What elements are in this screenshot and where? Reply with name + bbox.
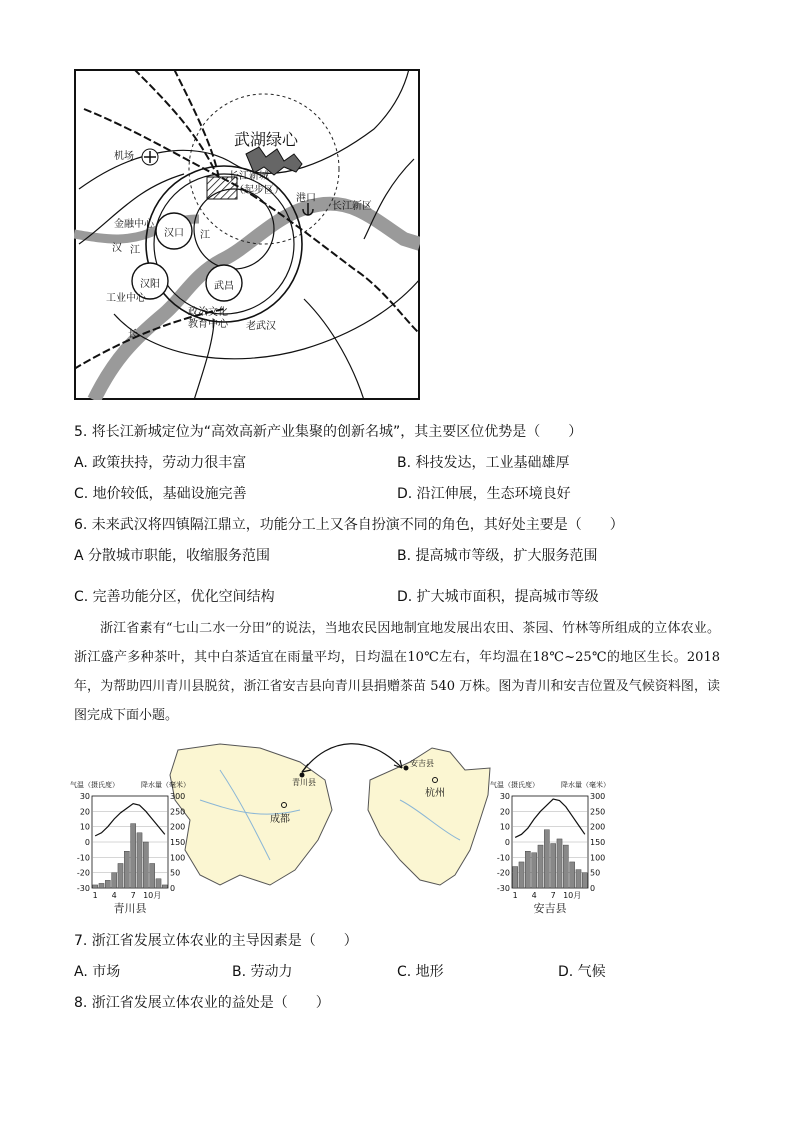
- y-right-tick-label: 150: [590, 838, 606, 847]
- y-right-tick-label: 50: [590, 868, 601, 878]
- precip-bar: [143, 842, 148, 888]
- climate-chart-qingchuan: [70, 778, 190, 920]
- x-tick-label: 7: [550, 891, 556, 900]
- precip-bar: [570, 862, 575, 888]
- y-right-tick-label: 200: [170, 822, 186, 832]
- q5-option-d[interactable]: D. 沿江伸展，生态环境良好: [397, 486, 571, 502]
- precip-bar: [557, 839, 562, 888]
- temperature-line: [95, 804, 165, 836]
- y-left-tick-label: 0: [504, 838, 510, 847]
- map-label-old-wuhan: 老武汉: [246, 321, 276, 332]
- y-right-tick-label: 250: [170, 807, 186, 817]
- precip-bar: [150, 863, 155, 888]
- y-left-tick-label: 30: [499, 792, 510, 801]
- map-label-green-heart: 武湖绿心: [234, 130, 299, 149]
- precip-bar: [156, 879, 161, 888]
- y-right-axis-title: 降水量（毫米）: [141, 781, 190, 789]
- precip-bar: [162, 885, 167, 888]
- y-right-tick-label: 150: [170, 838, 186, 847]
- y-left-tick-label: 20: [79, 807, 90, 817]
- y-left-tick-label: 20: [499, 807, 510, 817]
- precip-bar: [513, 867, 518, 888]
- y-right-axis-title: 降水量（毫米）: [561, 781, 610, 789]
- map-label-han: 汉: [112, 243, 122, 254]
- chart-title: 安吉县: [533, 902, 567, 915]
- y-left-tick-label: -20: [496, 868, 510, 878]
- q6-option-d[interactable]: D. 扩大城市面积，提高城市等级: [397, 589, 599, 605]
- q6-option-b[interactable]: B. 提高城市等级，扩大服务范围: [397, 548, 598, 564]
- q6-option-a[interactable]: A 分散城市职能，收缩服务范围: [74, 548, 271, 564]
- chart-title: 青川县: [113, 902, 147, 915]
- y-left-axis-title: 气温（摄氏度）: [70, 781, 119, 789]
- y-left-tick-label: -30: [496, 884, 510, 893]
- q5-option-c[interactable]: C. 地价较低，基础设施完善: [74, 486, 247, 502]
- q5-option-b[interactable]: B. 科技发达，工业基础雄厚: [397, 455, 570, 471]
- y-right-tick-label: 300: [590, 792, 606, 801]
- label-qingchuan-map: 青川县: [292, 778, 316, 787]
- x-tick-label: 7: [130, 891, 136, 900]
- climate-chart-anji-svg: [490, 778, 610, 920]
- y-left-tick-label: 10: [79, 822, 90, 832]
- precip-bar: [118, 863, 123, 888]
- y-right-tick-label: 50: [170, 868, 181, 878]
- precip-bar: [124, 851, 129, 888]
- map-label-politics-1: 政治文化: [188, 307, 228, 318]
- map-label-finance: 金融中心: [114, 219, 154, 230]
- precip-bar: [544, 830, 549, 888]
- map-label-new-city: 长江新城: [229, 171, 269, 182]
- x-tick-label: 4: [111, 891, 117, 900]
- y-left-tick-label: 0: [84, 838, 90, 847]
- precip-bar: [563, 845, 568, 888]
- y-right-tick-label: 0: [170, 884, 176, 893]
- y-left-tick-label: -10: [496, 853, 510, 863]
- x-tick-label: 1: [92, 891, 98, 900]
- label-hangzhou: 杭州: [425, 788, 445, 799]
- y-right-tick-label: 0: [590, 884, 596, 893]
- map-label-start-zone: （起步区）: [234, 185, 284, 196]
- question-6-stem: 6. 未来武汉将四镇隔江鼎立，功能分工上又各自扮演不同的角色，其好处主要是（ ）: [74, 517, 624, 533]
- map-label-wuchang: 武昌: [214, 281, 234, 292]
- map-label-chang: 长: [128, 329, 138, 340]
- precip-bar: [576, 870, 581, 888]
- precip-bar: [131, 824, 136, 888]
- y-left-axis-title: 气温（摄氏度）: [490, 781, 539, 789]
- y-left-tick-label: -30: [76, 884, 90, 893]
- y-right-tick-label: 300: [170, 792, 186, 801]
- climate-chart-anji: [490, 778, 610, 920]
- q6-option-c[interactable]: C. 完善功能分区，优化空间结构: [74, 589, 275, 605]
- map-label-industry: 工业中心: [106, 293, 146, 304]
- precip-bar: [93, 885, 98, 888]
- temperature-line: [515, 799, 585, 837]
- q7-option-d[interactable]: D. 气候: [558, 964, 606, 980]
- climate-chart-qingchuan-svg: [70, 778, 190, 920]
- q7-option-a[interactable]: A. 市场: [74, 964, 121, 980]
- x-tick-label: 1: [512, 891, 518, 900]
- label-chengdu: 成都: [270, 814, 290, 825]
- wuhan-map: [74, 69, 420, 400]
- map-label-jiang-2: 江: [130, 245, 140, 256]
- map-label-airport: 机场: [114, 151, 134, 162]
- reading-passage: 浙江省素有“七山二水一分田”的说法，当地农民因地制宜地发展出农田、茶园、竹林等所组成的立体农业。浙江盛产多种茶叶，其中白茶适宜在雨量平均，日均温在10℃左右，年均温在18℃~25℃的地区生长。2018 年，为帮助四川青川县脱贫，浙江省安吉县向青川县捐赠茶苗 540 万株。图为青川和安吉位置及气候资料图，读图完成下面小题。: [74, 621, 720, 723]
- question-7-stem: 7. 浙江省发展立体农业的主导因素是（ ）: [74, 933, 358, 949]
- q7-option-c[interactable]: C. 地形: [397, 964, 444, 980]
- x-tick-label: 10月: [563, 891, 582, 900]
- wuhan-map-drawing: [74, 69, 420, 400]
- y-left-tick-label: 10: [499, 822, 510, 832]
- question-8-stem: 8. 浙江省发展立体农业的益处是（ ）: [74, 995, 330, 1011]
- q5-option-a[interactable]: A. 政策扶持，劳动力很丰富: [74, 455, 247, 471]
- y-right-tick-label: 100: [590, 853, 606, 863]
- map-label-new-district: 长江新区: [332, 201, 372, 212]
- map-label-hanyang: 汉阳: [140, 279, 160, 290]
- precip-bar: [519, 862, 524, 888]
- precip-bar: [525, 851, 530, 888]
- label-anji-map: 安吉县: [410, 759, 434, 768]
- map-label-port: 港口: [296, 193, 316, 204]
- x-tick-label: 10月: [143, 891, 162, 900]
- question-5-stem: 5. 将长江新城定位为“高效高新产业集聚的创新名城”，其主要区位优势是（ ）: [74, 424, 583, 440]
- y-left-tick-label: 30: [79, 792, 90, 801]
- precip-bar: [582, 873, 587, 888]
- precip-bar: [99, 883, 104, 888]
- precip-bar: [137, 833, 142, 888]
- map-label-politics-2: 教育中心: [188, 319, 228, 330]
- map-label-hankou: 汉口: [164, 228, 184, 239]
- y-right-tick-label: 200: [590, 822, 606, 832]
- x-tick-label: 4: [531, 891, 537, 900]
- precip-bar: [551, 844, 556, 888]
- y-left-tick-label: -10: [76, 853, 90, 863]
- y-right-tick-label: 100: [170, 853, 186, 863]
- precip-bar: [105, 880, 110, 888]
- q7-option-b[interactable]: B. 劳动力: [232, 964, 293, 980]
- map-label-jiang-1: 江: [200, 230, 210, 241]
- y-left-tick-label: -20: [76, 868, 90, 878]
- precip-bar: [532, 853, 537, 888]
- y-right-tick-label: 250: [590, 807, 606, 817]
- precip-bar: [538, 845, 543, 888]
- precip-bar: [112, 873, 117, 888]
